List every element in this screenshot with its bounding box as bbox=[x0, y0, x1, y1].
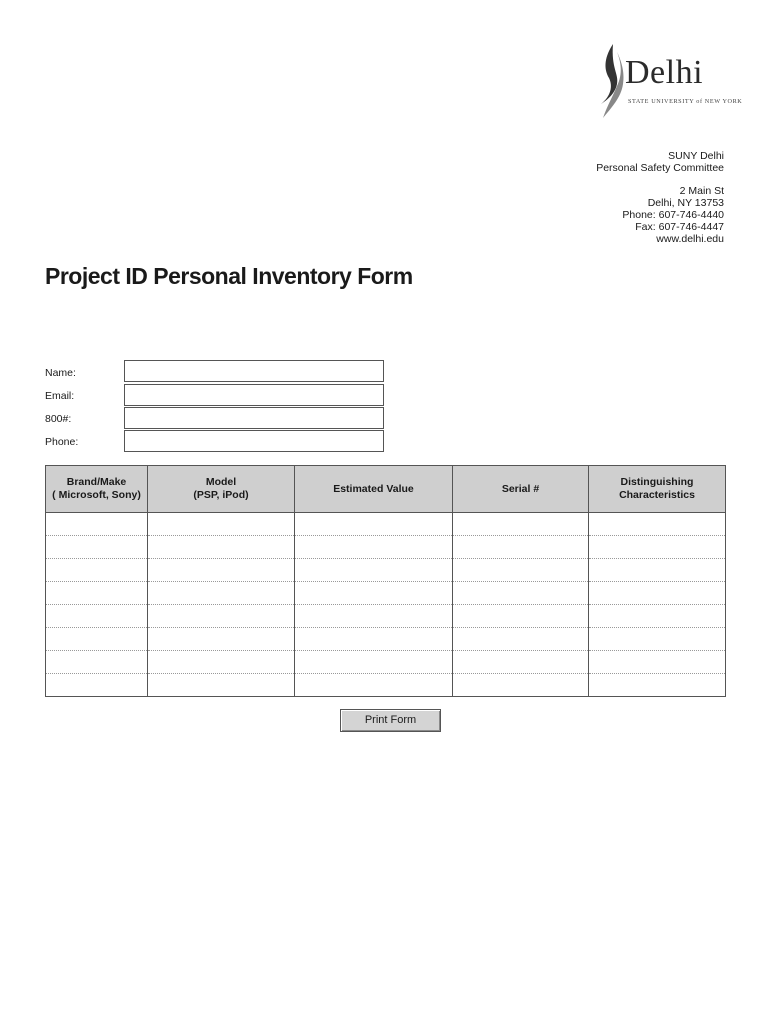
table-cell-input[interactable] bbox=[295, 536, 453, 559]
table-cell-input[interactable] bbox=[148, 674, 295, 697]
header-characteristics bbox=[589, 466, 726, 513]
name-label: Name: bbox=[45, 367, 76, 379]
table-cell-input[interactable] bbox=[148, 513, 295, 536]
header-characteristics-line2: Characteristics bbox=[619, 489, 695, 501]
table-cell-input[interactable] bbox=[589, 559, 726, 582]
org-block bbox=[596, 150, 724, 174]
header-brand-line2: ( Microsoft, Sony) bbox=[52, 489, 141, 501]
city-line: Delhi, NY 13753 bbox=[647, 197, 724, 209]
table-cell-input[interactable] bbox=[295, 513, 453, 536]
email-label: Email: bbox=[45, 390, 75, 402]
address-block bbox=[622, 185, 724, 245]
table-cell-input[interactable] bbox=[453, 651, 589, 674]
page-title: Project ID Personal Inventory Form bbox=[45, 263, 413, 289]
header-characteristics-line1: Distinguishing bbox=[620, 476, 694, 488]
street-line: 2 Main St bbox=[679, 185, 724, 197]
phone-line: Phone: 607-746-4440 bbox=[622, 209, 724, 221]
header-model-line2: (PSP, iPod) bbox=[193, 489, 249, 501]
table-row bbox=[46, 674, 726, 697]
header-brand bbox=[46, 466, 148, 513]
table-body bbox=[46, 513, 726, 697]
table-row bbox=[46, 605, 726, 628]
email-field[interactable] bbox=[124, 384, 384, 406]
table-cell-input[interactable] bbox=[453, 582, 589, 605]
flame-logo-icon bbox=[597, 42, 627, 122]
table-cell-input[interactable] bbox=[589, 513, 726, 536]
header-model-line1: Model bbox=[205, 476, 237, 488]
committee-name: Personal Safety Committee bbox=[596, 162, 724, 174]
table-cell-input[interactable] bbox=[46, 559, 148, 582]
table-cell-input[interactable] bbox=[46, 674, 148, 697]
table-cell-input[interactable] bbox=[46, 536, 148, 559]
table-cell-input[interactable] bbox=[589, 651, 726, 674]
fax-line: Fax: 607-746-4447 bbox=[635, 221, 724, 233]
logo-subtitle: STATE UNIVERSITY of NEW YORK bbox=[628, 98, 743, 105]
table-cell-input[interactable] bbox=[453, 674, 589, 697]
table-row bbox=[46, 536, 726, 559]
id-label: 800#: bbox=[45, 413, 72, 425]
table-row bbox=[46, 513, 726, 536]
table-row bbox=[46, 559, 726, 582]
header-value-line1: Estimated Value bbox=[333, 482, 414, 495]
table-cell-input[interactable] bbox=[589, 605, 726, 628]
delhi-logo bbox=[597, 42, 743, 122]
table-cell-input[interactable] bbox=[589, 628, 726, 651]
name-field[interactable] bbox=[124, 360, 384, 382]
table-cell-input[interactable] bbox=[453, 559, 589, 582]
table-cell-input[interactable] bbox=[295, 651, 453, 674]
website-line: www.delhi.edu bbox=[656, 233, 724, 245]
table-cell-input[interactable] bbox=[589, 536, 726, 559]
table-row bbox=[46, 628, 726, 651]
table-cell-input[interactable] bbox=[148, 582, 295, 605]
table-cell-input[interactable] bbox=[46, 651, 148, 674]
table-cell-input[interactable] bbox=[46, 513, 148, 536]
table-cell-input[interactable] bbox=[295, 559, 453, 582]
header-serial-line1: Serial # bbox=[501, 482, 540, 495]
org-name: SUNY Delhi bbox=[668, 150, 724, 162]
logo-wordmark: Delhi bbox=[625, 54, 704, 91]
id-field[interactable] bbox=[124, 407, 384, 429]
table-row bbox=[46, 582, 726, 605]
header-value bbox=[295, 466, 453, 513]
table-cell-input[interactable] bbox=[148, 605, 295, 628]
table-header-row bbox=[46, 466, 726, 513]
table-cell-input[interactable] bbox=[46, 605, 148, 628]
table-cell-input[interactable] bbox=[148, 651, 295, 674]
table-cell-input[interactable] bbox=[453, 605, 589, 628]
header-serial bbox=[453, 466, 589, 513]
phone-label: Phone: bbox=[45, 436, 79, 448]
table-row bbox=[46, 651, 726, 674]
table-cell-input[interactable] bbox=[295, 628, 453, 651]
header-brand-line1: Brand/Make bbox=[66, 476, 127, 488]
table-cell-input[interactable] bbox=[148, 536, 295, 559]
table-cell-input[interactable] bbox=[453, 536, 589, 559]
table-cell-input[interactable] bbox=[46, 628, 148, 651]
table-cell-input[interactable] bbox=[148, 628, 295, 651]
inventory-table bbox=[45, 465, 726, 697]
table-cell-input[interactable] bbox=[46, 582, 148, 605]
table-cell-input[interactable] bbox=[453, 513, 589, 536]
header-model bbox=[148, 466, 295, 513]
table-cell-input[interactable] bbox=[295, 674, 453, 697]
table-cell-input[interactable] bbox=[589, 674, 726, 697]
table-cell-input[interactable] bbox=[589, 582, 726, 605]
table-cell-input[interactable] bbox=[295, 605, 453, 628]
table-cell-input[interactable] bbox=[453, 628, 589, 651]
phone-field[interactable] bbox=[124, 430, 384, 452]
print-form-button[interactable]: Print Form bbox=[340, 709, 441, 732]
table-cell-input[interactable] bbox=[295, 582, 453, 605]
table-cell-input[interactable] bbox=[148, 559, 295, 582]
